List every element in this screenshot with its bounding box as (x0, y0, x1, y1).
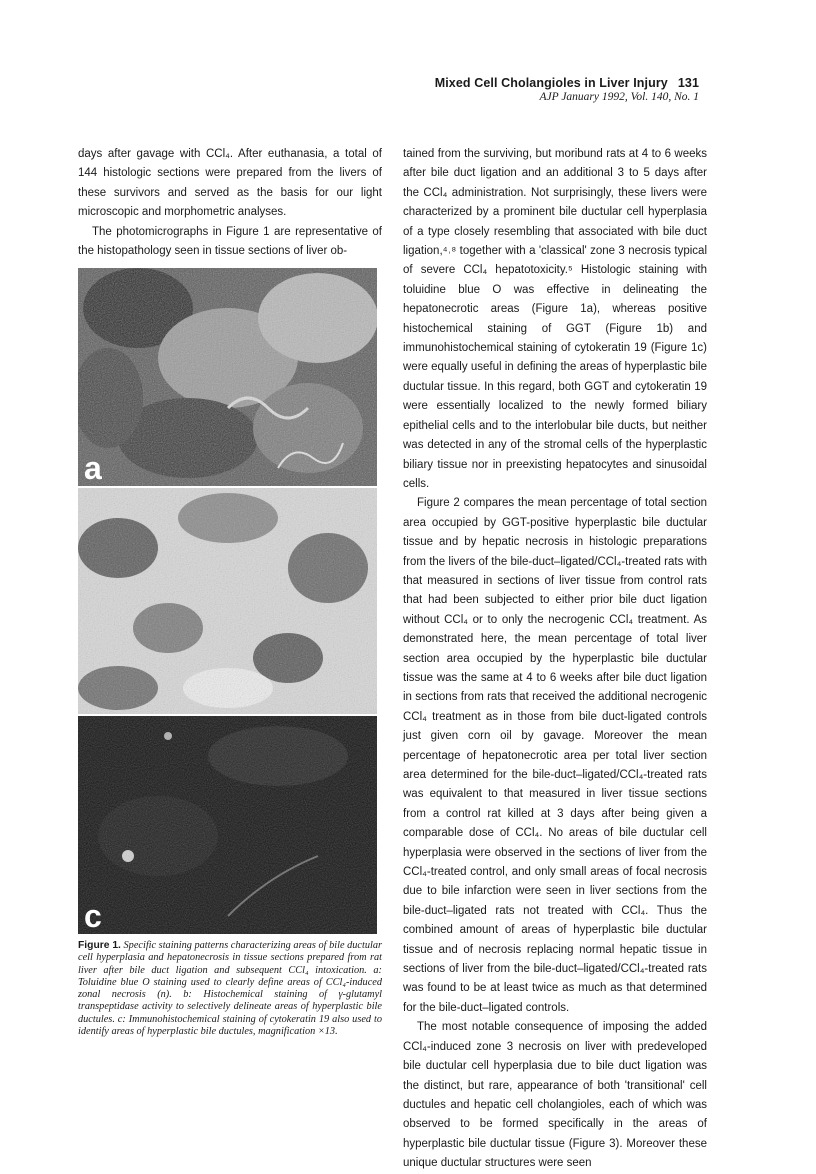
left-column (78, 145, 382, 261)
body-paragraph: Figure 2 compares the mean percentage of total section area occupied by GGT-positive hyperplastic bile ductular tissue and by hepatic necrosis in histologic preparations from the livers of the bile-duct–ligated/CCl₄-treated rats with that measured in sections of liver tissue from control rats that had been subjected to either prior bile duct ligation without CCl₄ or to only the necrogenic CCl₄ treatment. As demonstrated here, the mean percentage of total liver section area occupied by the hyperplastic bile ductular tissue was the same at 4 to 6 weeks after bile duct ligation in sections from rats that received the additional necrogenic CCl₄ treatment as in those from bile duct-ligated controls just given corn oil by gavage. Moreover the mean percentage of hepatonecrotic area per total liver section area determined for the bile-duct–ligated/CCl₄-treated rats was equivalent to that measured in liver tissue sections from a control rat killed at 3 days after being given a comparable dose of CCl₄. No areas of bile ductular cell hyperplasia were observed in the sections of liver from the CCl₄-treated control, and only small areas of focal necrosis due to bile infarction were seen in liver sections from the bile-duct–ligated rats not treated with CCl₄. Thus the combined amount of areas of hyperplastic bile ductular tissue and of necrosis replacing normal hepatic tissue in sections of liver from the bile-duct–ligated/CCl₄-treated rats was found to be at least twice as much as that determined for the bile-duct–ligated controls. (403, 497, 707, 1014)
body-paragraph: days after gavage with CCl₄. After euthanasia, a total of 144 histologic sections were prepared from the livers of these survivors and served as the basis for our light microscopic and morphometric analyses. (78, 148, 382, 219)
right-column (403, 145, 707, 1174)
panel-label-a: a (84, 450, 102, 486)
figure-panel-b (78, 488, 377, 714)
page-header (435, 76, 699, 103)
figure-panel-c (78, 716, 377, 934)
page-number: 131 (677, 76, 699, 90)
running-title (435, 76, 699, 90)
body-paragraph: tained from the surviving, but moribund rats at 4 to 6 weeks after bile duct ligation and an additional 3 to 5 days after the CCl₄ administration. Not surprisingly, these livers were characterized by a prominent bile ductular cell hyperplasia of a type closely resembling that associated with bile duct ligation,⁴˒⁸ together with a 'classical' zone 3 necrosis typical of severe CCl₄ hepatotoxicity.⁵ Histologic staining with toluidine blue O was effective in delineating the hepatonecrotic areas (Figure 1a), whereas positive histochemical staining of GGT (Figure 1b) and immunohistochemical staining of cytokeratin 19 (Figure 1c) were equally useful in defining the areas of hyperplastic bile ductular tissue. In this regard, both GGT and cytokeratin 19 were essentially localized to the newly formed biliary epithelial cells and to the interlobular bile ducts, but neither was detected in any of the stromal cells of the hyperplastic biliary tissue nor in preexisting hepatocytes and sinusoidal cells. (403, 148, 707, 490)
body-paragraph: The most notable consequence of imposing the added CCl₄-induced zone 3 necrosis on liver with predeveloped bile ductular cell hyperplasia due to bile duct ligation was the distinct, but rare, appearance of both 'transitional' cell ductules and hepatic cell cholangioles, each of which was observed to be formed specifically in the areas of hyperplastic bile ductular tissue (Figure 3). Moreover these unique ductular structures were seen (403, 1021, 707, 1170)
caption-text: Specific staining patterns characterizing areas of bile ductular cell hyperplasia and hepatonecrosis in tissue sections prepared from rat liver after bile duct ligation and subsequent CCl₄ intoxication. a: Toluidine blue O staining used to clearly define areas of CCl₄-induced zonal necrosis (n). b: Histochemical staining of γ-glutamyl transpeptidase activity to selectively delineate areas of hyperplastic bile ductules. c: Immunohistochemical staining of cytokeratin 19 also used to identify areas of hyperplastic bile ductules, magnification ×13. (78, 940, 382, 1038)
panel-label-c: c (84, 898, 102, 934)
journal-citation: AJP January 1992, Vol. 140, No. 1 (539, 91, 699, 103)
micrograph-c-image (78, 716, 377, 934)
running-title-text: Mixed Cell Cholangioles in Liver Injury (434, 76, 668, 90)
micrograph-b-image (78, 488, 377, 714)
figure-caption (78, 940, 382, 1038)
caption-label: Figure 1. (78, 940, 121, 951)
figure-panel-a (78, 268, 377, 486)
micrograph-a-image (78, 268, 377, 486)
body-paragraph: The photomicrographs in Figure 1 are representative of the histopathology seen in tissue sections of liver ob- (78, 225, 382, 258)
figure-1 (78, 268, 377, 934)
